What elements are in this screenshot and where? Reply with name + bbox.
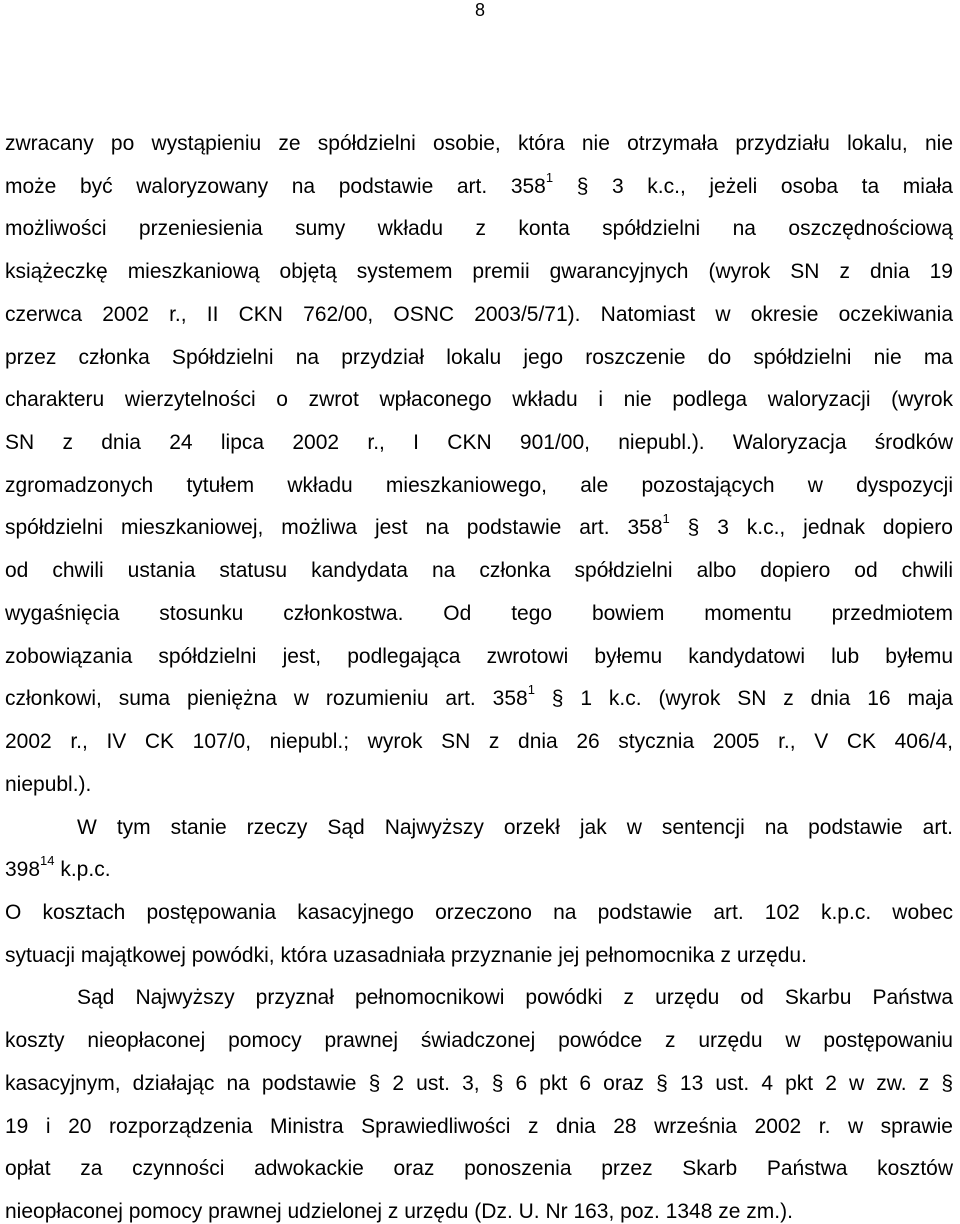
superscript: 1	[545, 170, 554, 185]
text-line: niepubl.).	[5, 773, 92, 796]
text-line: zgromadzonych tytułem wkładu mieszkaniowego, ale pozostających w dyspozycji	[5, 474, 953, 497]
text-line: $398^{14}$ k.p.c.	[5, 853, 111, 881]
text-line: charakteru wierzytelności o zwrot wpłaconego wkładu i nie podlega waloryzacji (wyrok	[5, 388, 953, 411]
superscript: 14	[40, 853, 55, 868]
text-line: koszty nieopłaconej pomocy prawnej świadczonej powódce z urzędu w postępowaniu	[5, 1029, 953, 1052]
superscript: 1	[662, 511, 670, 526]
text-line: 2002 r., IV CK 107/0, niepubl.; wyrok SN z dnia 26 stycznia 2005 r., V CK 406/4,	[5, 730, 953, 753]
text-line: przez członka Spółdzielni na przydział lokalu jego roszczenie do spółdzielni nie ma	[5, 346, 953, 369]
superscript: 1	[527, 682, 535, 697]
text-line: książeczkę mieszkaniową objętą systemem premii gwarancyjnych (wyrok SN z dnia 19	[5, 260, 953, 283]
text-line: zobowiązania spółdzielni jest, podlegająca zwrotowi byłemu kandydatowi lub byłemu	[5, 645, 953, 668]
text-line: czerwca 2002 r., II CKN 762/00, OSNC 2003/5/71). Natomiast w okresie oczekiwania	[5, 303, 953, 326]
text-line: wygaśnięcia stosunku członkostwa. Od tego bowiem momentu przedmiotem	[5, 602, 953, 625]
text-line: nieopłaconej pomocy prawnej udzielonej z urzędu (Dz. U. Nr 163, poz. 1348 ze zm.).	[5, 1200, 793, 1223]
text-line: zwracany po wystąpieniu ze spółdzielni osobie, która nie otrzymała przydziału lokalu, nie	[5, 132, 953, 155]
text-line: Sąd Najwyższy przyznał pełnomocnikowi powódki z urzędu od Skarbu Państwa	[77, 986, 953, 1009]
text-line: członkowi, suma pieniężna w rozumieniu art. $358^1$ § 1 k.c. (wyrok SN z dnia 16 maja	[5, 682, 953, 710]
text-line: sytuacji majątkowej powódki, która uzasadniała przyznanie jej pełnomocnika z urzędu.	[5, 944, 807, 967]
text-line: spółdzielni mieszkaniowej, możliwa jest na podstawie art. $358^1$ § 3 k.c., jednak dopiero	[5, 511, 953, 539]
text-line: 19 i 20 rozporządzenia Ministra Sprawiedliwości z dnia 28 września 2002 r. w sprawie	[5, 1115, 953, 1138]
text-line: kasacyjnym, działając na podstawie § 2 ust. 3, § 6 pkt 6 oraz § 13 ust. 4 pkt 2 w zw. z §	[5, 1072, 953, 1095]
text-line: SN z dnia 24 lipca 2002 r., I CKN 901/00, niepubl.). Waloryzacja środków	[5, 431, 953, 454]
text-line: O kosztach postępowania kasacyjnego orzeczono na podstawie art. 102 k.p.c. wobec	[5, 901, 953, 924]
text-line: możliwości przeniesienia sumy wkładu z konta spółdzielni na oszczędnościową	[5, 217, 953, 240]
text-line: może być waloryzowany na podstawie art. $358^1$ § 3 k.c., jeżeli osoba ta miała	[5, 170, 953, 198]
page-number: 8	[474, 0, 485, 20]
text-line: W tym stanie rzeczy Sąd Najwyższy orzekł jak w sentencji na podstawie art.	[77, 816, 953, 839]
text-line: opłat za czynności adwokackie oraz ponoszenia przez Skarb Państwa kosztów	[5, 1157, 953, 1180]
text-line: od chwili ustania statusu kandydata na członka spółdzielni albo dopiero od chwili	[5, 559, 953, 582]
